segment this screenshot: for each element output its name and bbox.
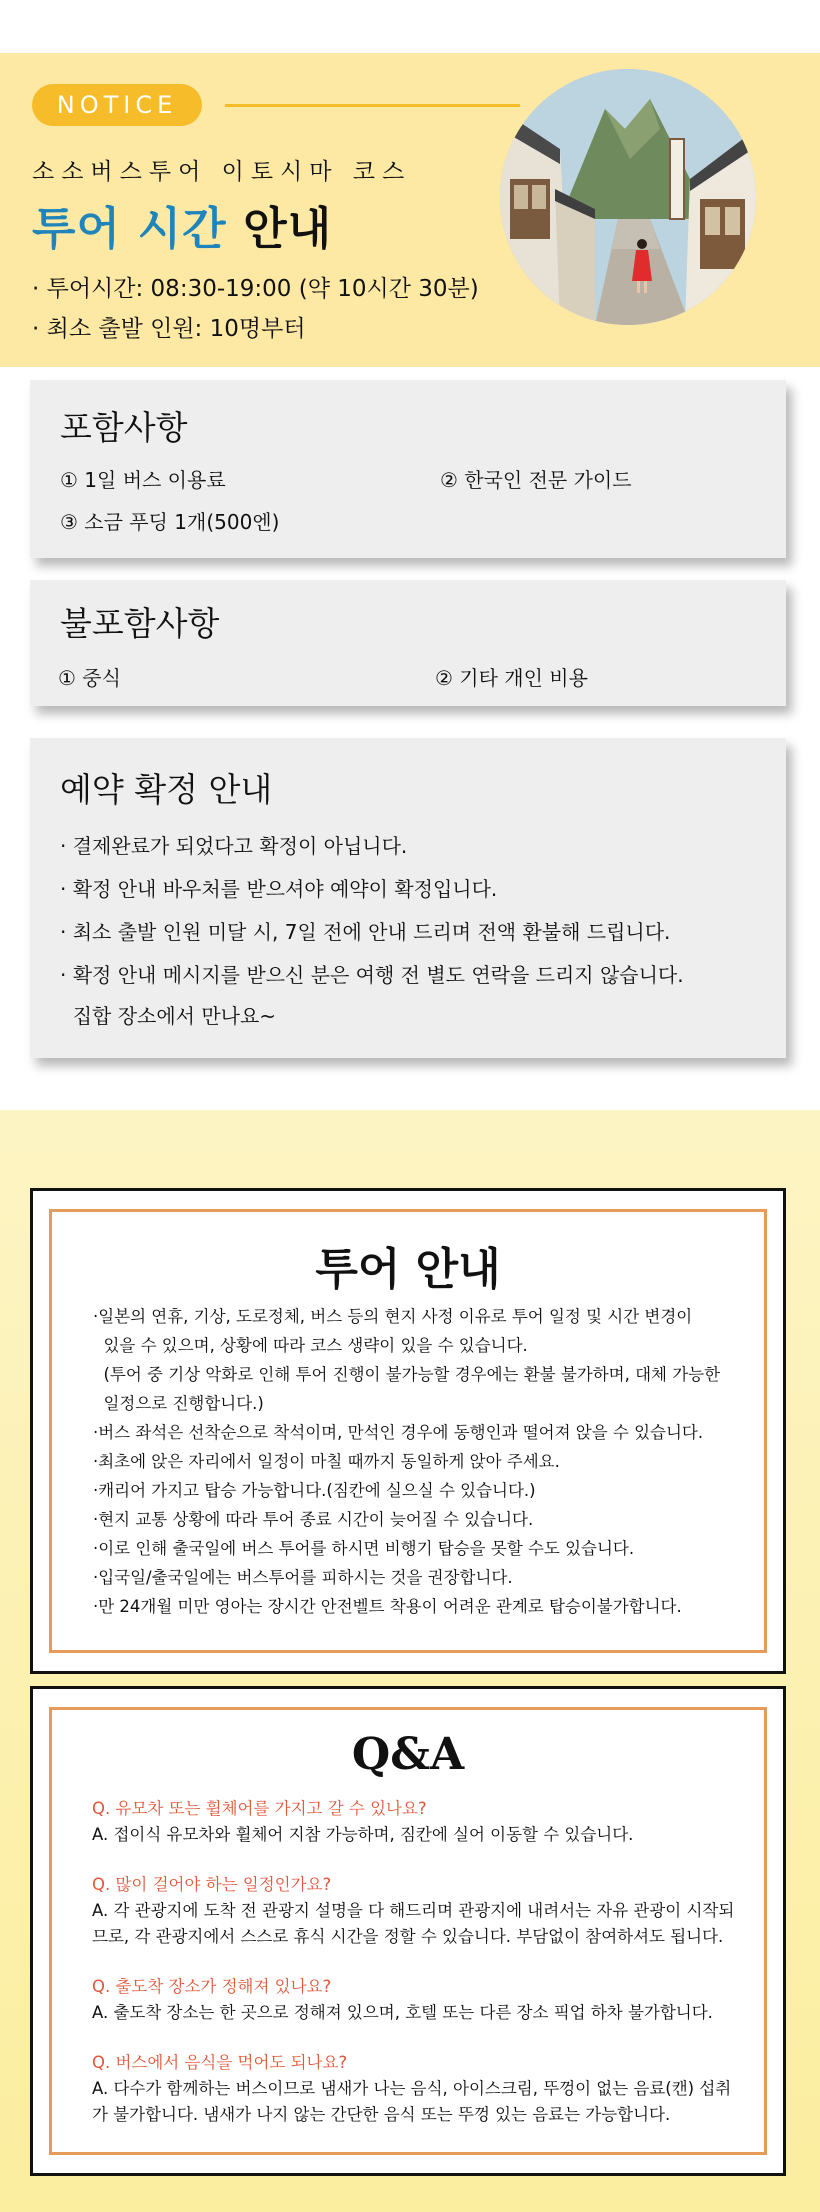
guide-line: ·만 24개월 미만 영아는 장시간 안전벨트 착용이 어려운 관계로 탑승이불가합니다. (93, 1597, 682, 1616)
excluded-card (30, 580, 786, 706)
excluded-title: 불포함사항 (60, 604, 220, 643)
reservation-line: · 최소 출발 인원 미달 시, 7일 전에 안내 드리며 전액 환불해 드립니다. (60, 920, 671, 944)
notice-header (0, 53, 820, 367)
excluded-item: ② 기타 개인 비용 (435, 666, 588, 690)
guide-line: ·최초에 앉은 자리에서 일정이 마칠 때까지 동일하게 앉아 주세요. (93, 1452, 560, 1471)
excluded-item: ① 중식 (58, 666, 121, 690)
tour-guide-title: 투어 안내 (315, 1244, 501, 1295)
tour-guide-box (30, 1188, 786, 1674)
street-photo (500, 69, 756, 325)
included-item: ② 한국인 전문 가이드 (440, 468, 632, 492)
guide-line: ·버스 좌석은 선착순으로 착석이며, 만석인 경우에 동행인과 떨어져 앉을 수 있습니다. (93, 1423, 704, 1442)
qa-answer: A. 출도착 장소는 한 곳으로 정해져 있으며, 호텔 또는 다른 장소 픽업 하차 불가합니다. (92, 2003, 713, 2022)
included-item: ③ 소금 푸딩 1개(500엔) (60, 510, 280, 534)
qa-question: Q. 출도착 장소가 정해져 있나요? (92, 1977, 332, 1996)
guide-line: ·이로 인해 출국일에 버스 투어를 하시면 비행기 탑승을 못할 수도 있습니다. (93, 1539, 635, 1558)
guide-line: ·일본의 연휴, 기상, 도로정체, 버스 등의 현지 사정 이유로 투어 일정 및 시간 변경이 (93, 1307, 693, 1326)
reservation-line: · 확정 안내 메시지를 받으신 분은 여행 전 별도 연락을 드리지 않습니다. (60, 963, 684, 987)
notice-badge: NOTICE (32, 84, 202, 126)
guide-line: 있을 수 있으며, 상황에 따라 코스 생략이 있을 수 있습니다. (93, 1336, 528, 1355)
reservation-line: · 결제완료가 되었다고 확정이 아닙니다. (60, 834, 408, 858)
qa-question: Q. 버스에서 음식을 먹어도 되나요? (92, 2053, 348, 2072)
reservation-card (30, 738, 786, 1058)
tour-time-info: · 투어시간: 08:30-19:00 (약 10시간 30분) (32, 276, 479, 302)
course-subtitle: 소소버스투어 이토시마 코스 (32, 159, 412, 185)
notice-divider (225, 104, 520, 107)
reservation-line: · 확정 안내 바우처를 받으셔야 예약이 확정입니다. (60, 877, 498, 901)
qa-box (30, 1686, 786, 2176)
qa-answer: A. 각 관광지에 도착 전 관광지 설명을 다 해드리며 관광지에 내려서는 자유 관광이 시작되 (92, 1901, 735, 1920)
qa-answer: 므로, 각 관광지에서 스스로 휴식 시간을 정할 수 있습니다. 부담없이 참여하셔도 됩니다. (92, 1927, 724, 1946)
qa-answer: 가 불가합니다. 냄새가 나지 않는 간단한 음식 또는 뚜껑 있는 음료는 가능합니다. (92, 2105, 671, 2124)
page-title (32, 192, 332, 257)
qa-question: Q. 유모차 또는 휠체어를 가지고 갈 수 있나요? (92, 1799, 427, 1818)
guide-line: ·현지 교통 상황에 따라 투어 종료 시간이 늦어질 수 있습니다. (93, 1510, 534, 1529)
qa-question: Q. 많이 걸어야 하는 일정인가요? (92, 1875, 332, 1894)
guide-line: ·캐리어 가지고 탑승 가능합니다.(짐칸에 실으실 수 있습니다.) (93, 1481, 536, 1500)
min-people-info: · 최소 출발 인원: 10명부터 (32, 316, 306, 342)
guide-line: 일정으로 진행합니다.) (93, 1394, 264, 1413)
included-title: 포함사항 (60, 408, 188, 447)
reservation-title: 예약 확정 안내 (60, 770, 273, 809)
reservation-line: 집합 장소에서 만나요~ (60, 1004, 277, 1028)
included-item: ① 1일 버스 이용료 (60, 468, 226, 492)
qa-answer: A. 접이식 유모차와 휠체어 지참 가능하며, 짐칸에 실어 이동할 수 있습니다. (92, 1825, 634, 1844)
qa-answer: A. 다수가 함께하는 버스이므로 냄새가 나는 음식, 아이스크림, 뚜껑이 없는 음료(캔) 섭취 (92, 2079, 732, 2098)
title-highlight: 투어 시간 (32, 202, 227, 255)
title-rest: 안내 (226, 202, 333, 255)
included-card (30, 380, 786, 558)
guide-line: (투어 중 기상 악화로 인해 투어 진행이 불가능할 경우에는 환불 불가하며, 대체 가능한 (93, 1365, 721, 1384)
qa-title: Q&A (351, 1729, 465, 1780)
guide-line: ·입국일/출국일에는 버스투어를 피하시는 것을 권장합니다. (93, 1568, 513, 1587)
